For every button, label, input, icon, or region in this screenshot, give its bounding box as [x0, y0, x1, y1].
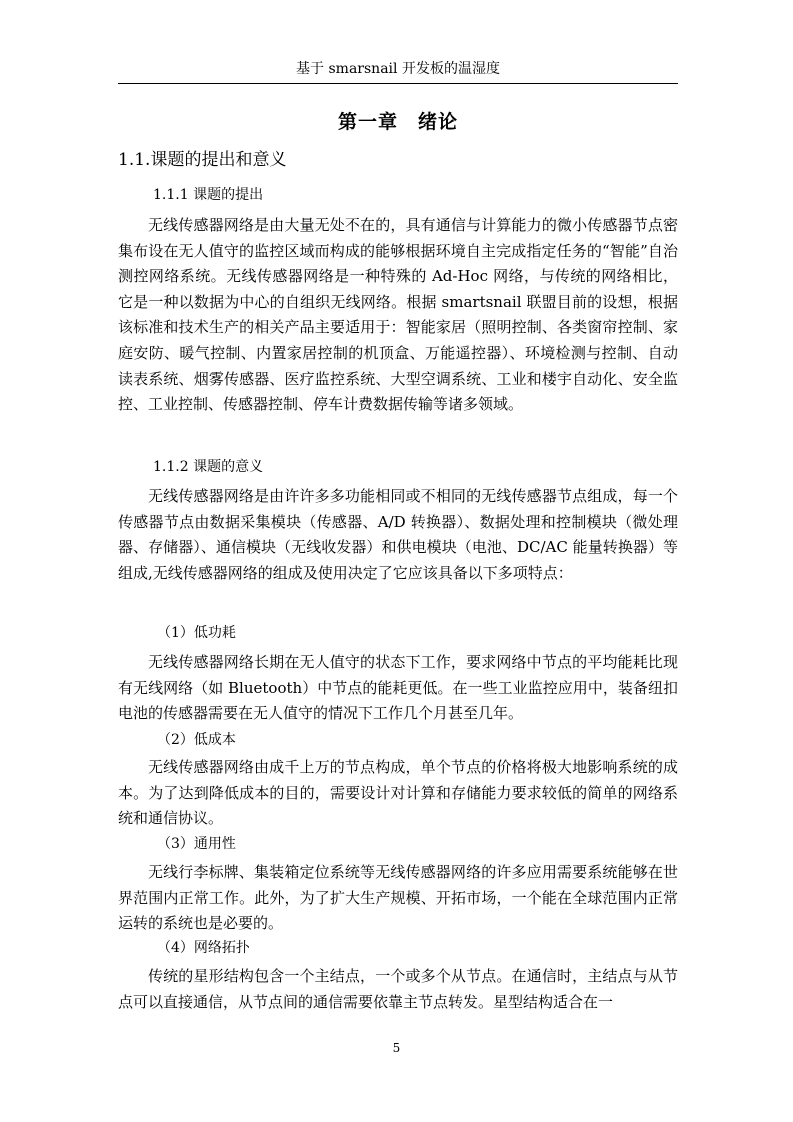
feature-item-label: （3）通用性 — [157, 836, 236, 852]
chapter-title: 第一章 绪论 — [337, 111, 458, 133]
paragraph-topic-proposal: 无线传感器网络是由大量无处不在的，具有通信与计算能力的微小传感器节点密集布设在无人值守的监控区域而构成的能够根据环境自主完成指定任务的“智能”自治测控网络系统。无线传感器网络是一种特殊的 Ad-Hoc 网络，与传统的网络相比，它是一种以数据为中心的自组织无线网络。根据 smartsnail 联盟目前的设想，根据该标准和技术生产的相关产品主要适用于：智能家居（照明控制、各类窗帘控制、家庭安防、暖气控制、内置家居控制的机顶盒、万能遥控器）、环境检测与控制、自动读表系统、烟雾传感器、医疗监控系统、大型空调系统、工业和楼宇自动化、安全监控、工业控制、传感器控制、停车计费数据传输等诸多领域。 — [118, 216, 678, 414]
feature-item-paragraph: 无线传感器网络长期在无人值守的状态下工作，要求网络中节点的平均能耗比现有无线网络（如 Bluetooth）中节点的能耗更低。在一些工业监控应用中，装备纽扣电池的传感器需要在无人值守的情况下工作几个月甚至几年。 — [118, 653, 678, 723]
feature-item-label: （1）低功耗 — [157, 625, 236, 641]
paragraph-topic-significance: 无线传感器网络是由许许多多功能相同或不相同的无线传感器节点组成，每一个传感器节点由数据采集模块（传感器、A/D 转换器）、数据处理和控制模块（微处理器、存储器）、通信模块（无线收发器）和供电模块（电池、DC/AC 能量转换器）等组成,无线传感器网络的组成及使用决定了它应该具备以下多项特点： — [118, 487, 678, 582]
header-rule — [118, 83, 678, 84]
section-heading-1-1: 1.1.课题的提出和意义 — [118, 150, 287, 170]
feature-item-label: （2）低成本 — [157, 732, 236, 748]
feature-item-paragraph: 无线传感器网络由成千上万的节点构成，单个节点的价格将极大地影响系统的成本。为了达到降低成本的目的，需要设计对计算和存储能力要求较低的简单的网络系统和通信协议。 — [118, 758, 678, 828]
subsection-heading-1-1-2: 1.1.2 课题的意义 — [153, 459, 264, 475]
feature-item-paragraph: 无线行李标牌、集装箱定位系统等无线传感器网络的许多应用需要系统能够在世界范围内正常工作。此外，为了扩大生产规模、开拓市场，一个能在全球范围内正常运转的系统也是必要的。 — [118, 863, 678, 933]
feature-item-paragraph: 传统的星形结构包含一个主结点，一个或多个从节点。在通信时，主结点与从节点可以直接通信，从节点间的通信需要依靠主节点转发。星型结构适合在一 — [118, 967, 678, 1011]
page-number: 5 — [392, 1041, 401, 1055]
subsection-heading-1-1-1: 1.1.1 课题的提出 — [153, 187, 264, 203]
feature-item-label: （4）网络拓扑 — [157, 940, 250, 956]
running-header: 基于 smarsnail 开发板的温湿度 — [296, 61, 500, 77]
